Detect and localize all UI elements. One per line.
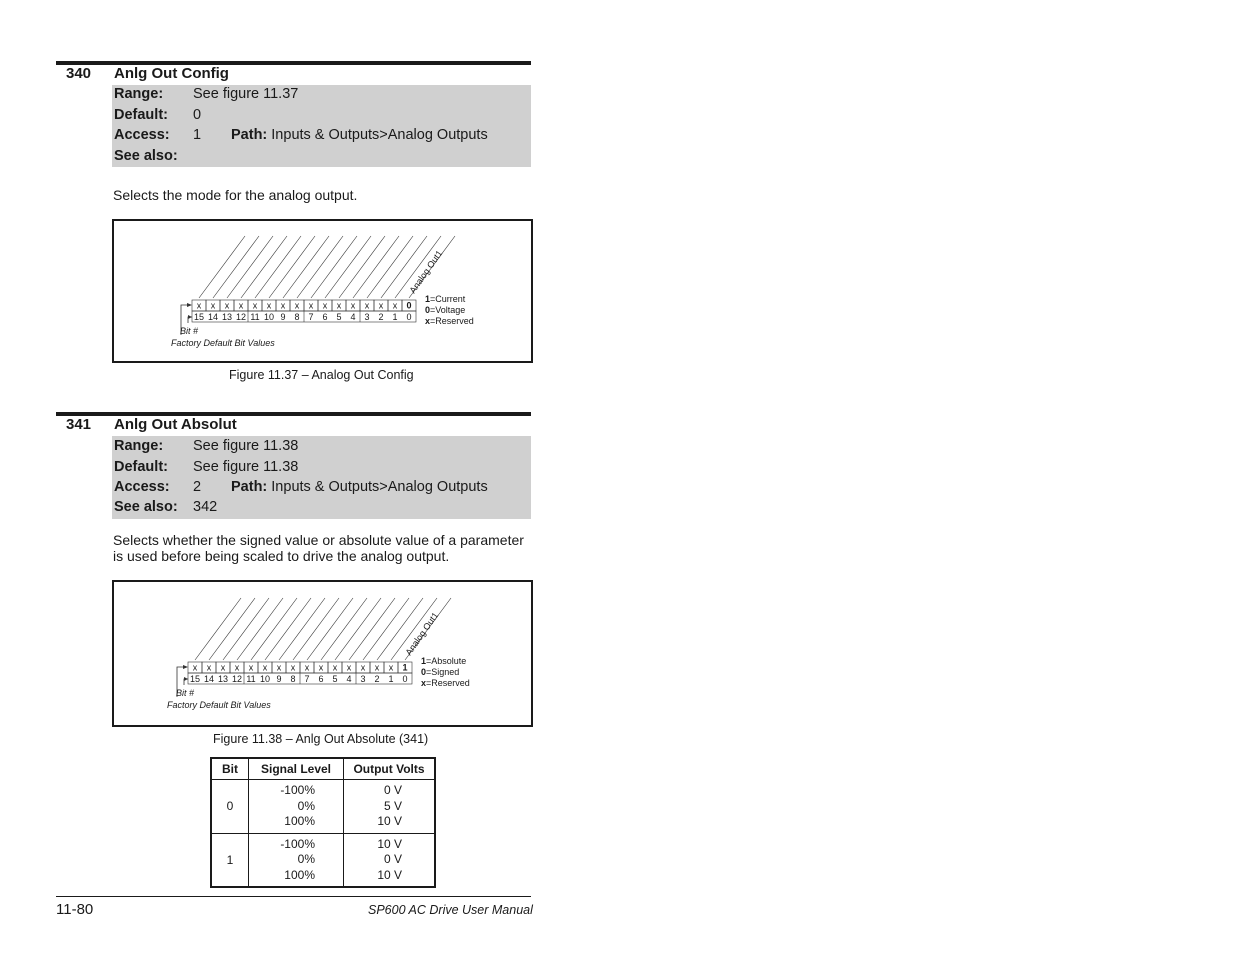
bit-value: x <box>364 300 370 311</box>
bit-number: 15 <box>193 312 205 322</box>
bit-value: x <box>360 662 366 673</box>
bit-value: 1 <box>402 662 408 673</box>
bit-slant-line <box>279 598 325 660</box>
bit-slant-line <box>297 236 343 298</box>
bit-diagram-341 <box>114 582 531 725</box>
seealso-label: See also: <box>114 148 178 164</box>
param-name-341: Anlg Out Absolut <box>114 416 237 433</box>
bit-number: 12 <box>235 312 247 322</box>
default-arrow-head <box>183 665 188 669</box>
bit-value: x <box>224 300 230 311</box>
bit-value: x <box>318 662 324 673</box>
legend-item <box>425 305 465 315</box>
bit-value: x <box>374 662 380 673</box>
legend-item <box>421 656 466 666</box>
bit-slant-line <box>339 236 385 298</box>
bit-number: 15 <box>189 674 201 684</box>
signal-value: 0% <box>297 852 315 866</box>
path-label: Path: <box>231 127 268 143</box>
bit-number: 6 <box>318 674 324 684</box>
cell-output-volts <box>344 833 436 887</box>
cell-bit: 1 <box>211 833 249 887</box>
bit-number: 1 <box>388 674 394 684</box>
default-arrow-head <box>187 303 192 307</box>
legend-text: =Reserved <box>426 678 470 688</box>
footer-rule <box>56 896 531 897</box>
bit-number: 5 <box>336 312 342 322</box>
path-label: Path: <box>231 479 268 495</box>
bit-slant-line <box>241 236 287 298</box>
bit-value: x <box>350 300 356 311</box>
bit-number: 3 <box>364 312 370 322</box>
bit-value: x <box>336 300 342 311</box>
bit-slant-line <box>209 598 255 660</box>
bit-number: 13 <box>221 312 233 322</box>
legend-key: x <box>425 316 431 326</box>
default-label: Default: <box>114 459 168 475</box>
bit-arrow-head <box>184 677 188 681</box>
bit-number: 6 <box>322 312 328 322</box>
legend-text: =Signed <box>426 667 460 677</box>
manual-title: SP600 AC Drive User Manual <box>368 903 533 917</box>
bit-slant-line <box>269 236 315 298</box>
seealso-value: 342 <box>193 499 218 515</box>
bit-slant-line <box>283 236 329 298</box>
bit-number: 8 <box>294 312 300 322</box>
range-label: Range: <box>114 86 164 102</box>
legend-item <box>425 294 466 304</box>
bit-slant-line <box>321 598 367 660</box>
cell-bit: 0 <box>211 780 249 834</box>
bit-value: x <box>196 300 202 311</box>
bit-slant-line <box>237 598 283 660</box>
bit-number: 9 <box>276 674 282 684</box>
table-row <box>211 833 435 887</box>
cell-output-volts <box>344 780 436 834</box>
legend-text: =Voltage <box>430 305 466 315</box>
legend-item <box>421 678 470 688</box>
signal-value: -100% <box>280 783 315 797</box>
bit-number: 14 <box>203 674 215 684</box>
bit-slant-line <box>353 236 399 298</box>
bit-number: 0 <box>402 674 408 684</box>
bit-number-label: Bit # <box>176 688 195 698</box>
bit-value: x <box>192 662 198 673</box>
bit-slant-line <box>265 598 311 660</box>
cell-signal-level <box>249 780 344 834</box>
default-label: Default: <box>114 107 168 123</box>
param-description-341: Selects whether the signed value or absolute value of a parameter is used before being scaled to drive the analog output. <box>113 532 524 564</box>
bit-value: 0 <box>406 300 412 311</box>
bit-value: x <box>322 300 328 311</box>
bit-value: x <box>238 300 244 311</box>
column-header-output-volts: Output Volts <box>344 758 436 780</box>
access-value: 2 <box>193 479 202 495</box>
column-header-bit: Bit <box>211 758 249 780</box>
bit-value: x <box>332 662 338 673</box>
bit-value: x <box>392 300 398 311</box>
bit-number: 4 <box>346 674 352 684</box>
bit-value: x <box>266 300 272 311</box>
access-label: Access: <box>114 479 170 495</box>
bit-slant-line <box>223 598 269 660</box>
bit-number: 12 <box>231 674 243 684</box>
bit-diagram-340 <box>114 221 531 361</box>
legend-item <box>421 667 459 677</box>
bit-number: 0 <box>406 312 412 322</box>
bit-number: 10 <box>263 312 275 322</box>
bit-number: 4 <box>350 312 356 322</box>
bit-slant-line <box>325 236 371 298</box>
bit-number: 1 <box>392 312 398 322</box>
default-value: See figure 11.38 <box>193 459 299 475</box>
path-text <box>231 479 488 495</box>
bit-value: x <box>378 300 384 311</box>
figure-caption-340: Figure 11.37 – Analog Out Config <box>229 368 414 382</box>
path-text <box>231 127 488 143</box>
bit-number: 10 <box>259 674 271 684</box>
seealso-label: See also: <box>114 499 178 515</box>
access-value: 1 <box>193 127 202 143</box>
bit-number: 9 <box>280 312 286 322</box>
bit-number: 7 <box>308 312 314 322</box>
bit-signal-table <box>210 757 436 888</box>
path-value: Inputs & Outputs>Analog Outputs <box>271 127 488 143</box>
bit-slant-line <box>363 598 409 660</box>
volts-value: 0 V <box>383 852 402 866</box>
bit-number: 11 <box>250 312 260 322</box>
volts-value: 10 V <box>377 867 402 882</box>
param-description-340: Selects the mode for the analog output. <box>113 187 358 203</box>
legend-text: =Current <box>430 294 466 304</box>
bit-value: x <box>308 300 314 311</box>
bit-number-label: Bit # <box>180 326 199 336</box>
signal-value: 100% <box>284 814 315 828</box>
bit-value: x <box>262 662 268 673</box>
param-number-341: 341 <box>66 416 92 433</box>
bit-value: x <box>220 662 226 673</box>
bit-value: x <box>276 662 282 673</box>
bit-value: x <box>252 300 258 311</box>
figure-box-340 <box>112 219 533 363</box>
figure-box-341 <box>112 580 533 727</box>
legend-key: 1 <box>421 656 427 666</box>
bit-slant-line <box>195 598 241 660</box>
bit-value: x <box>388 662 394 673</box>
bit-number: 14 <box>207 312 219 322</box>
bit-value: x <box>280 300 286 311</box>
page-number: 11-80 <box>56 901 94 918</box>
factory-default-label: Factory Default Bit Values <box>167 700 271 710</box>
range-label: Range: <box>114 438 164 454</box>
bit-value: x <box>210 300 216 311</box>
param-name-340: Anlg Out Config <box>114 65 229 82</box>
bit-value: x <box>304 662 310 673</box>
bit-number: 13 <box>217 674 229 684</box>
bit-value: x <box>206 662 212 673</box>
volts-value: 10 V <box>377 836 402 851</box>
legend-key: 0 <box>421 667 427 677</box>
figure-caption-341: Figure 11.38 – Anlg Out Absolute (341) <box>213 732 429 746</box>
bit-number: 2 <box>374 674 380 684</box>
legend-text: =Absolute <box>426 656 467 666</box>
table-header-row <box>211 758 435 780</box>
bit-slant-line <box>307 598 353 660</box>
bit-number: 8 <box>290 674 296 684</box>
bit-value: x <box>248 662 254 673</box>
bit-number: 11 <box>246 674 256 684</box>
volts-value: 0 V <box>383 783 402 797</box>
bit-value: x <box>294 300 300 311</box>
table-row <box>211 780 435 834</box>
legend-key: 0 <box>425 305 431 315</box>
bit-number: 5 <box>332 674 338 684</box>
bit-number: 2 <box>378 312 384 322</box>
default-value: 0 <box>193 107 202 123</box>
bit-slant-line <box>255 236 301 298</box>
bit-slant-line <box>213 236 259 298</box>
bit-slant-line <box>311 236 357 298</box>
signal-value: 100% <box>284 867 315 882</box>
bit-slant-line <box>293 598 339 660</box>
bit-slant-line <box>251 598 297 660</box>
cell-signal-level <box>249 833 344 887</box>
signal-value: -100% <box>280 836 315 851</box>
bit-slant-line <box>199 236 245 298</box>
column-header-signal-level: Signal Level <box>249 758 344 780</box>
bit-slant-line <box>227 236 273 298</box>
bit-slant-line <box>335 598 381 660</box>
legend-key: 1 <box>425 294 431 304</box>
volts-value: 10 V <box>377 814 402 828</box>
bit-number: 7 <box>304 674 310 684</box>
field-label: Analog Out1 <box>407 248 445 296</box>
volts-value: 5 V <box>383 798 402 813</box>
signal-value: 0% <box>297 798 315 813</box>
path-value: Inputs & Outputs>Analog Outputs <box>271 479 488 495</box>
bit-number: 3 <box>360 674 366 684</box>
range-value: See figure 11.37 <box>193 86 299 102</box>
range-value: See figure 11.38 <box>193 438 299 454</box>
param-number-340: 340 <box>66 65 92 82</box>
bit-value: x <box>290 662 296 673</box>
bit-value: x <box>346 662 352 673</box>
bit-value: x <box>234 662 240 673</box>
field-label: Analog Out1 <box>403 610 441 658</box>
bit-slant-line <box>367 236 413 298</box>
factory-default-label: Factory Default Bit Values <box>171 338 275 348</box>
bit-arrow-head <box>188 315 192 319</box>
legend-key: x <box>421 678 427 688</box>
access-label: Access: <box>114 127 170 143</box>
legend-item <box>425 316 474 326</box>
legend-text: =Reserved <box>430 316 474 326</box>
bit-slant-line <box>349 598 395 660</box>
